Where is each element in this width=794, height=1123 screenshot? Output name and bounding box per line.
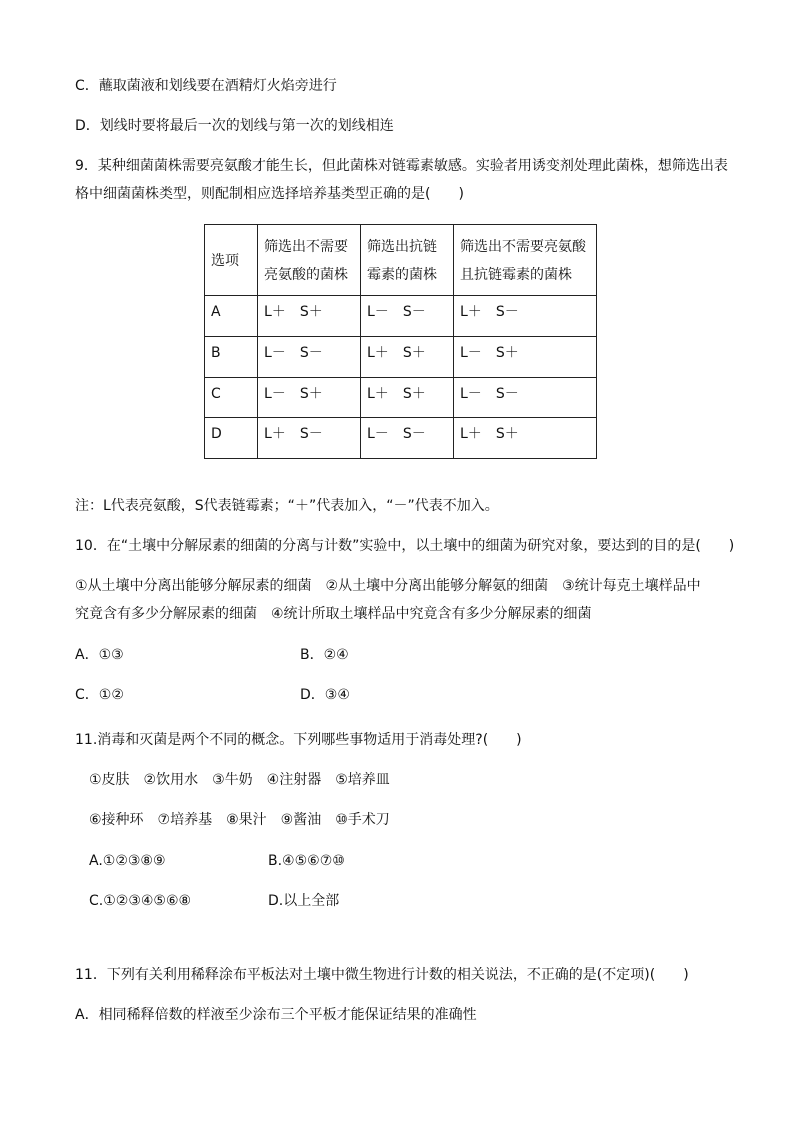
question-11-disinfection-option-c: C.①②③④⑤⑥⑧ [89,893,192,909]
row-option: C [205,377,258,418]
cell-value: L－ S＋ [258,377,361,418]
question-10-items-line-2: 究竟含有多少分解尿素的细菌 ④统计所取土壤样品中究竟含有多少分解尿素的细菌 [75,606,592,622]
table-header-row [205,225,597,296]
question-10-stem: 10．在“土壤中分解尿素的细菌的分离与计数”实验中，以土壤中的细菌为研究对象，要达到的目的是( ) [75,538,735,554]
cell-value: L＋ S＋ [454,418,597,459]
cell-value: L＋ S＋ [361,377,454,418]
question-11-disinfection-option-a: A.①②③⑧⑨ [89,853,166,869]
options-table [204,224,597,459]
header-streptomycin-resistant: 筛选出抗链 霉素的菌株 [361,225,454,296]
option-c-previous: C．蘸取菌液和划线要在酒精灯火焰旁进行 [75,78,337,94]
table-row [205,418,597,459]
question-11-dilution-stem: 11．下列有关利用稀释涂布平板法对土壤中微生物进行计数的相关说法，不正确的是(不定项)( ) [75,967,689,983]
question-11-disinfection-option-b: B.④⑤⑥⑦⑩ [268,853,345,869]
question-10-option-c: C．①② [75,687,124,703]
question-11-disinfection-items-1: ①皮肤 ②饮用水 ③牛奶 ④注射器 ⑤培养皿 [89,772,390,788]
header-both: 筛选出不需要亮氨酸 且抗链霉素的菌株 [454,225,597,296]
header-option: 选项 [205,225,258,296]
table-row [205,336,597,377]
question-10-option-d: D．③④ [300,687,350,703]
table-note: 注：L代表亮氨酸，S代表链霉素；“＋”代表加入，“－”代表不加入。 [75,498,499,514]
question-10-items-line-1: ①从土壤中分离出能够分解尿素的细菌 ②从土壤中分离出能够分解氨的细菌 ③统计每克土壤样品中 [75,578,701,594]
question-11-disinfection-option-d: D.以上全部 [268,893,340,909]
question-11-disinfection-stem: 11.消毒和灭菌是两个不同的概念。下列哪些事物适用于消毒处理?( ) [75,732,522,748]
question-9-stem-line-2: 格中细菌菌株类型，则配制相应选择培养基类型正确的是( ) [75,186,464,202]
row-option: D [205,418,258,459]
option-d-previous: D．划线时要将最后一次的划线与第一次的划线相连 [75,118,394,134]
cell-value: L－ S－ [454,377,597,418]
table-row [205,296,597,337]
cell-value: L＋ S－ [454,296,597,337]
cell-value: L－ S－ [258,336,361,377]
question-9-stem-line-1: 9．某种细菌菌株需要亮氨酸才能生长，但此菌株对链霉素敏感。实验者用诱变剂处理此菌株，想筛选出表 [75,158,728,174]
table-row [205,377,597,418]
header-no-leucine: 筛选出不需要 亮氨酸的菌株 [258,225,361,296]
row-option: B [205,336,258,377]
cell-value: L－ S－ [361,418,454,459]
cell-value: L＋ S＋ [258,296,361,337]
question-11-dilution-option-a: A．相同稀释倍数的样液至少涂布三个平板才能保证结果的准确性 [75,1007,477,1023]
question-11-disinfection-items-2: ⑥接种环 ⑦培养基 ⑧果汁 ⑨酱油 ⑩手术刀 [89,812,390,828]
question-10-option-b: B．②④ [300,647,349,663]
cell-value: L－ S－ [361,296,454,337]
cell-value: L＋ S＋ [361,336,454,377]
cell-value: L－ S＋ [454,336,597,377]
question-10-option-a: A．①③ [75,647,124,663]
row-option: A [205,296,258,337]
cell-value: L＋ S－ [258,418,361,459]
